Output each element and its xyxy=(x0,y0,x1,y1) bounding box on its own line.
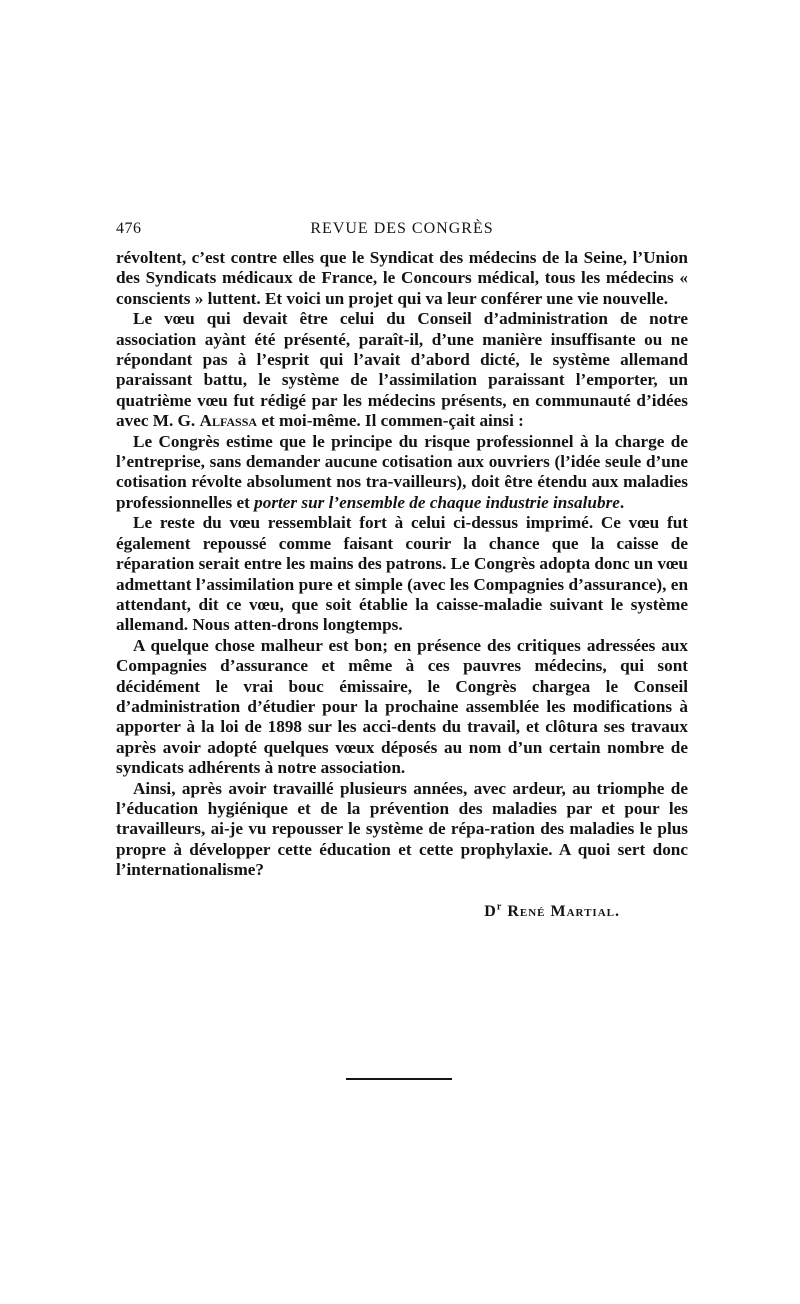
signature-name: René Martial. xyxy=(507,902,620,920)
end-rule-divider xyxy=(346,1078,452,1080)
paragraph-4: Le reste du vœu ressemblait fort à celui ci-dessus imprimé. Ce vœu fut également repoussé comme faisant courir la chance que la caisse de réparation serait entre les mains des patrons. Le Congrès adopta donc un vœu admettant l’assimilation pure et simple (avec les Compagnies d’assurance), en attendant, dit ce vœu, que soit établie la caisse-maladie suivant le système allemand. Nous atten-drons longtemps. xyxy=(116,513,688,635)
author-name-alfassa: Alfassa xyxy=(199,411,258,431)
paragraph-1: révoltent, c’est contre elles que le Syndicat des médecins de la Seine, l’Union des Syndicats médicaux de France, le Concours médical, tous les médecins « conscients » luttent. Et voici un projet qui va leur conférer une vie nouvelle. xyxy=(116,248,688,308)
paragraph-3-italic-text: porter sur l’ensemble de chaque industrie insalubre xyxy=(254,492,620,512)
paragraph-2 xyxy=(116,309,688,431)
page-number: 476 xyxy=(116,220,142,237)
paragraph-3-quoted-resolution xyxy=(116,432,688,514)
journal-title: REVUE DES CONGRÈS xyxy=(310,220,494,237)
paragraph-6: Ainsi, après avoir travaillé plusieurs années, avec ardeur, au triomphe de l’éducation hygiénique et de la prévention des maladies par et pour les travailleurs, ai-je vu repousser le système de répa-ration des maladies le plus propre à développer cette éducation et cette prophylaxie. A quoi sert donc l’internationalisme? xyxy=(116,778,688,880)
signature-prefix-superscript: r xyxy=(496,901,503,913)
paragraph-3-text-a: Le Congrès estime que le principe du risque professionnel à la charge de l’entreprise, sans demander aucune cotisation aux ouvriers (l’idée seule d’une cotisation révolte absolument nos tra-vailleurs), doit être étendu aux maladies professionnelles et xyxy=(116,431,688,512)
signature xyxy=(116,903,688,921)
paragraph-2-text-b: et moi-même. Il commen-çait ainsi : xyxy=(257,411,524,431)
paragraph-5: A quelque chose malheur est bon; en présence des critiques adressées aux Compagnies d’assurance et même à ces pauvres médecins, qui sont décidément le vrai bouc émissaire, le Congrès chargea le Conseil d’administration d’étudier pour la prochaine assemblée les modifications à apporter à la loi de 1898 sur les acci-dents du travail, et clôtura ses travaux après avoir adopté quelques vœux déposés au nom d’un certain nombre de syndicats adhérents à notre association. xyxy=(116,635,688,778)
running-head xyxy=(116,216,688,244)
paragraph-2-text-a: Le vœu qui devait être celui du Conseil d’administration de notre association ayànt été présenté, paraît-il, d’une manière insuffisante ou ne répondant pas à l’esprit qui l’avait d’abord dicté, le système allemand paraissant battu, le système de l’assimilation paraissant l’emporter, un quatrième vœu fut rédigé par les médecins présents, en communauté d’idées avec M. G. xyxy=(116,309,688,431)
article-body xyxy=(116,248,688,881)
paragraph-3-text-b: . xyxy=(619,492,625,512)
signature-prefix: D xyxy=(484,902,497,920)
page xyxy=(116,216,688,921)
